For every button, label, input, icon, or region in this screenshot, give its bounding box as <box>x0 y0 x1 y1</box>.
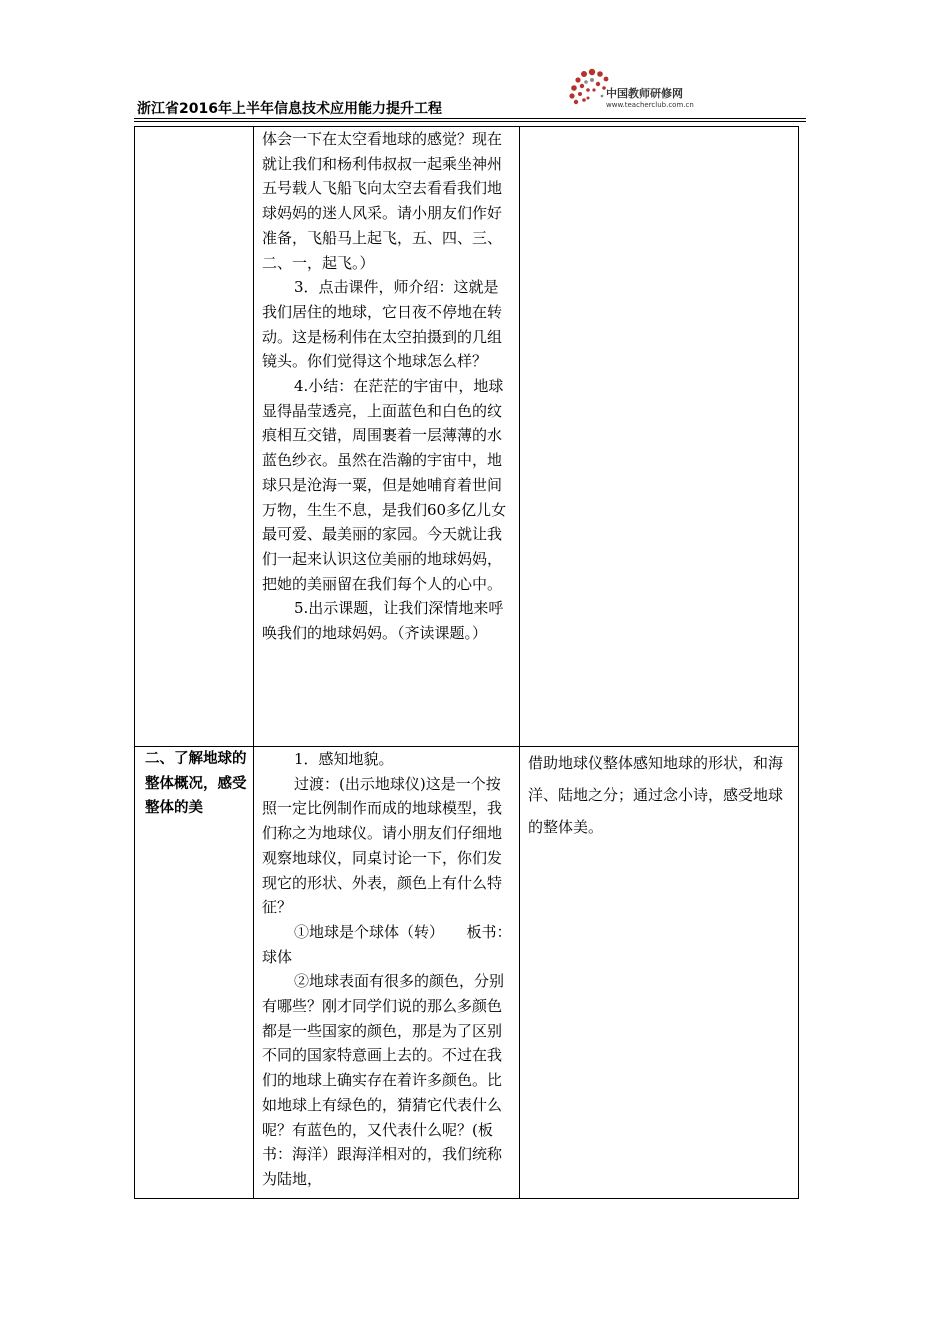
page-header-title: 浙江省2016年上半年信息技术应用能力提升工程 <box>137 101 442 117</box>
process-paragraph: 1．感知地貌。 <box>294 750 394 768</box>
header-divider-thin <box>134 121 806 122</box>
process-paragraph: 3．点击课件，师介绍：这就是我们居住的地球，它日夜不停地在转动。这是杨利伟在太空拍摄到的几组镜头。你们觉得这个地球怎么样？ <box>262 278 503 371</box>
logo-url: www.teacherclub.com.cn <box>606 101 694 109</box>
header-divider <box>134 118 806 119</box>
stage-label: 二、了解地球的整体概况，感受整体的美 <box>145 751 247 816</box>
table-row <box>135 747 799 1199</box>
process-paragraph: 5.出示课题，让我们深情地来呼唤我们的地球妈妈。（齐读课题。） <box>262 599 504 643</box>
process-cell <box>254 747 520 1199</box>
process-paragraph: ②地球表面有很多的颜色，分别有哪些？刚才同学们说的那么多颜色都是一些国家的颜色，那是为了区别不同的国家特意画上去的。不过在我们的地球上确实存在着许多颜色。比如地球上有绿色的，猜猜它代表什么呢？有蓝色的，又代表什么呢？(板书：海洋）跟海洋相对的，我们统称为陆地， <box>262 972 505 1188</box>
design-cell <box>520 747 799 1199</box>
process-paragraph: 4.小结：在茫茫的宇宙中，地球显得晶莹透亮，上面蓝色和白色的纹痕相互交错，周围裹着一层薄薄的水蓝色纱衣。虽然在浩瀚的宇宙中，地球只是沧海一粟，但是她哺育着世间万物，生生不息，是我们60多亿儿女最可爱、最美丽的家园。今天就让我们一起来认识这位美丽的地球妈妈，把她的美丽留在我们每个人的心中。 <box>262 377 507 593</box>
process-cell <box>254 127 520 747</box>
lesson-plan-table <box>134 126 799 1199</box>
process-paragraph: 过渡：(出示地球仪)这是一个按照一定比例制作而成的地球模型，我们称之为地球仪。请小朋友们仔细地观察地球仪，同桌讨论一下，你们发现它的形状、外表，颜色上有什么特征？ <box>262 774 503 917</box>
logo-name: 中国教师研修网 <box>606 87 683 100</box>
design-intent: 借助地球仪整体感知地球的形状，和海洋、陆地之分；通过念小诗，感受地球的整体美。 <box>528 754 784 836</box>
stage-cell <box>135 127 254 747</box>
design-cell <box>520 127 799 747</box>
process-paragraph: 体会一下在太空看地球的感觉？现在就让我们和杨利伟叔叔一起乘坐神州五号载人飞船飞向太空去看看我们地球妈妈的迷人风采。请小朋友们作好准备，飞船马上起飞，五、四、三、二、一，起飞。） <box>262 130 503 272</box>
stage-cell <box>135 747 254 1199</box>
process-paragraph: ①地球是个球体（转） 板书：球体 <box>262 922 512 966</box>
table-row <box>135 127 799 747</box>
